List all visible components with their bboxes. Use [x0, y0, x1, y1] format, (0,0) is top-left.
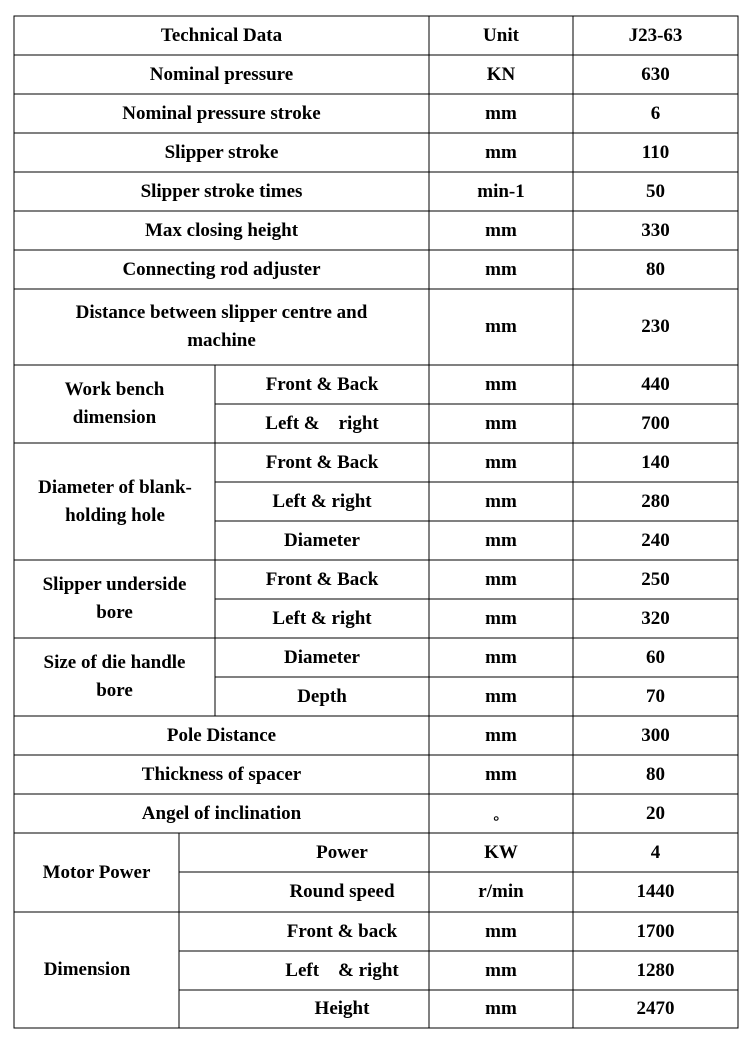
sub-label: Left & right [285, 959, 399, 981]
row-param: Distance between slipper centre and machine [75, 302, 368, 351]
sub-value: 4 [650, 841, 661, 863]
sub-label: Front & Back [265, 373, 379, 395]
sub-unit: mm [485, 373, 517, 395]
row-unit: KN [486, 63, 516, 85]
sub-value: 60 [646, 646, 665, 668]
row-value: 80 [646, 763, 665, 785]
sub-label: Front & Back [265, 568, 379, 590]
sub-unit: mm [485, 685, 517, 707]
header-model: J23-63 [628, 24, 683, 46]
sub-label: Left & right [272, 607, 372, 629]
sub-value: 240 [641, 529, 670, 551]
sub-value: 280 [641, 490, 670, 512]
sub-unit: mm [485, 568, 517, 590]
group-label: Size of die handle bore [43, 652, 186, 701]
sub-value: 2470 [636, 998, 675, 1019]
row-unit: mm [485, 763, 517, 785]
sub-value: 1280 [636, 959, 675, 981]
sub-label: Diameter [284, 646, 360, 668]
sub-value: 700 [641, 412, 670, 434]
sub-value: 1700 [636, 920, 675, 942]
sub-label: Height [314, 998, 370, 1019]
row-value: 6 [650, 102, 661, 124]
row-param: Slipper stroke [164, 141, 279, 163]
sub-unit: mm [485, 998, 517, 1019]
group-label: Motor Power [42, 861, 151, 883]
sub-label: Depth [297, 685, 347, 707]
sub-value: 320 [641, 607, 670, 629]
row-param: Slipper stroke times [140, 180, 303, 202]
group-label: Dimension [43, 959, 131, 980]
sub-value: 70 [646, 685, 665, 707]
header-param: Technical Data [160, 24, 283, 46]
row-value: 50 [646, 180, 665, 202]
row-param: Nominal pressure stroke [122, 102, 321, 124]
row-value: 630 [641, 63, 670, 85]
row-value: 330 [641, 219, 670, 241]
sub-label: Round speed [289, 881, 395, 902]
sub-unit: mm [485, 959, 517, 981]
row-unit: mm [485, 141, 517, 163]
row-value: 110 [641, 141, 670, 163]
sub-unit: mm [485, 490, 517, 512]
sub-label: Left & right [265, 412, 379, 434]
row-param: Pole Distance [166, 724, 277, 746]
row-unit: mm [485, 258, 517, 280]
row-value: 80 [646, 258, 665, 280]
row-unit: mm [485, 316, 517, 337]
sub-unit: KW [484, 841, 518, 863]
row-param: Angel of inclination [141, 802, 302, 824]
sub-label: Diameter [284, 529, 360, 551]
sub-value: 440 [641, 373, 670, 395]
sub-value: 140 [641, 451, 670, 473]
row-param: Thickness of spacer [141, 763, 302, 785]
sub-label: Power [316, 841, 368, 863]
row-unit: min-1 [477, 180, 525, 202]
row-value: 230 [641, 316, 670, 337]
group-label: Diameter of blank-holding hole [38, 476, 192, 526]
sub-unit: mm [485, 412, 517, 434]
row-param: Max closing height [144, 219, 299, 241]
sub-label: Front & Back [265, 451, 379, 473]
row-param: Connecting rod adjuster [122, 258, 321, 280]
row-value: 300 [641, 724, 670, 746]
group-label: Work bench dimension [64, 379, 165, 428]
group-label: Slipper underside bore [42, 574, 187, 623]
header-unit: Unit [483, 24, 519, 46]
sub-unit: mm [485, 646, 517, 668]
row-unit: 。 [493, 807, 509, 823]
row-param: Nominal pressure [149, 63, 294, 85]
sub-value: 250 [641, 568, 670, 590]
row-unit: mm [485, 724, 517, 746]
sub-label: Front & back [286, 920, 398, 942]
sub-unit: mm [485, 451, 517, 473]
sub-unit: r/min [478, 881, 524, 902]
sub-label: Left & right [272, 490, 372, 512]
row-unit: mm [485, 102, 517, 124]
sub-unit: mm [485, 607, 517, 629]
sub-unit: mm [485, 920, 517, 942]
row-unit: mm [485, 219, 517, 241]
sub-value: 1440 [636, 881, 675, 902]
row-value: 20 [646, 802, 665, 824]
sub-unit: mm [485, 529, 517, 551]
